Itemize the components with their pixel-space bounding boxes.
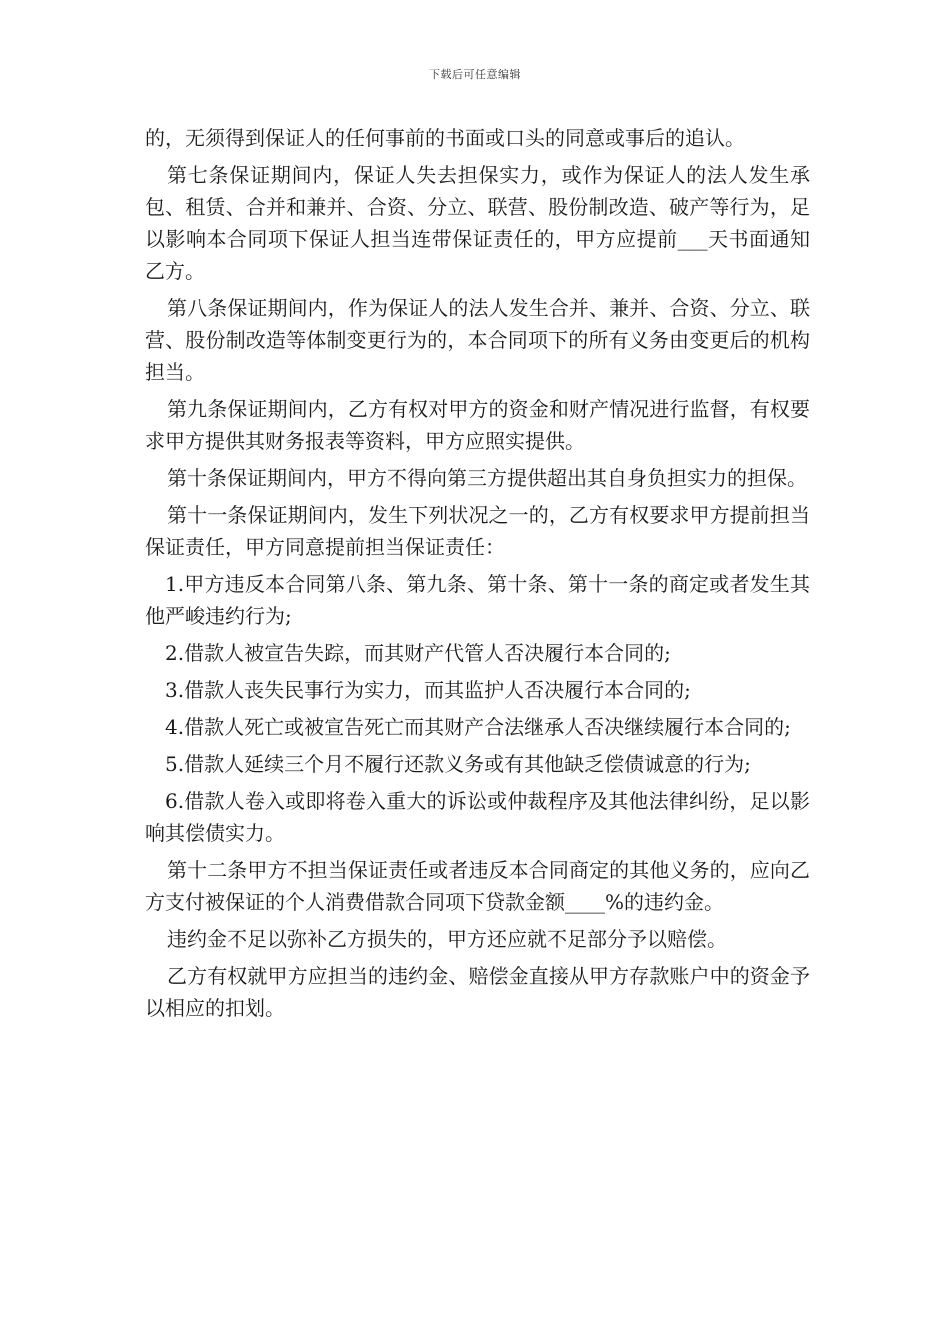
paragraph-article-11: 第十一条保证期间内，发生下列状况之一的，乙方有权要求甲方提前担当保证责任，甲方同意提前担当保证责任： xyxy=(145,503,810,559)
list-item-3: 3.借款人丧失民事行为实力，而其监护人否决履行本合同的; xyxy=(165,678,691,702)
paragraph-article-8: 第八条保证期间内，作为保证人的法人发生合并、兼并、合资、分立、联营、股份制改造等体制变更行为的，本合同项下的所有义务由变更后的机构担当。 xyxy=(145,296,810,384)
document-body xyxy=(145,122,810,1029)
paragraph-article-12: 第十二条甲方不担当保证责任或者违反本合同商定的其他义务的，应向乙方支付被保证的个人消费借款合同项下贷款金额____%的违约金。 xyxy=(145,858,810,914)
paragraph-article-7: 第七条保证期间内，保证人失去担保实力，或作为保证人的法人发生承包、租赁、合并和兼并、合资、分立、联营、股份制改造、破产等行为，足以影响本合同项下保证人担当连带保证责任的，甲方应提前___天书面通知乙方。 xyxy=(145,163,810,283)
list-item-1: 1.甲方违反本合同第八条、第九条、第十条、第十一条的商定或者发生其他严峻违约行为; xyxy=(145,572,810,628)
paragraph-article-9: 第九条保证期间内，乙方有权对甲方的资金和财产情况进行监督，有权要求甲方提供其财务报表等资料，甲方应照实提供。 xyxy=(145,397,810,453)
list-item-4: 4.借款人死亡或被宣告死亡而其财产合法继承人否决继续履行本合同的; xyxy=(165,715,791,739)
list-item-6: 6.借款人卷入或即将卷入重大的诉讼或仲裁程序及其他法律纠纷，足以影响其偿债实力。 xyxy=(145,789,810,845)
page-header: 下载后可任意编辑 xyxy=(429,68,521,81)
list-item-2: 2.借款人被宣告失踪，而其财产代管人否决履行本合同的; xyxy=(165,641,671,665)
paragraph-continuation: 的，无须得到保证人的任何事前的书面或口头的同意或事后的追认。 xyxy=(145,126,745,150)
paragraph-deduction-right: 乙方有权就甲方应担当的违约金、赔偿金直接从甲方存款账户中的资金予以相应的扣划。 xyxy=(145,964,810,1020)
paragraph-article-10: 第十条保证期间内，甲方不得向第三方提供超出其自身负担实力的担保。 xyxy=(167,466,807,490)
paragraph-penalty-shortfall: 违约金不足以弥补乙方损失的，甲方还应就不足部分予以赔偿。 xyxy=(167,927,727,951)
list-item-5: 5.借款人延续三个月不履行还款义务或有其他缺乏偿债诚意的行为; xyxy=(165,752,751,776)
